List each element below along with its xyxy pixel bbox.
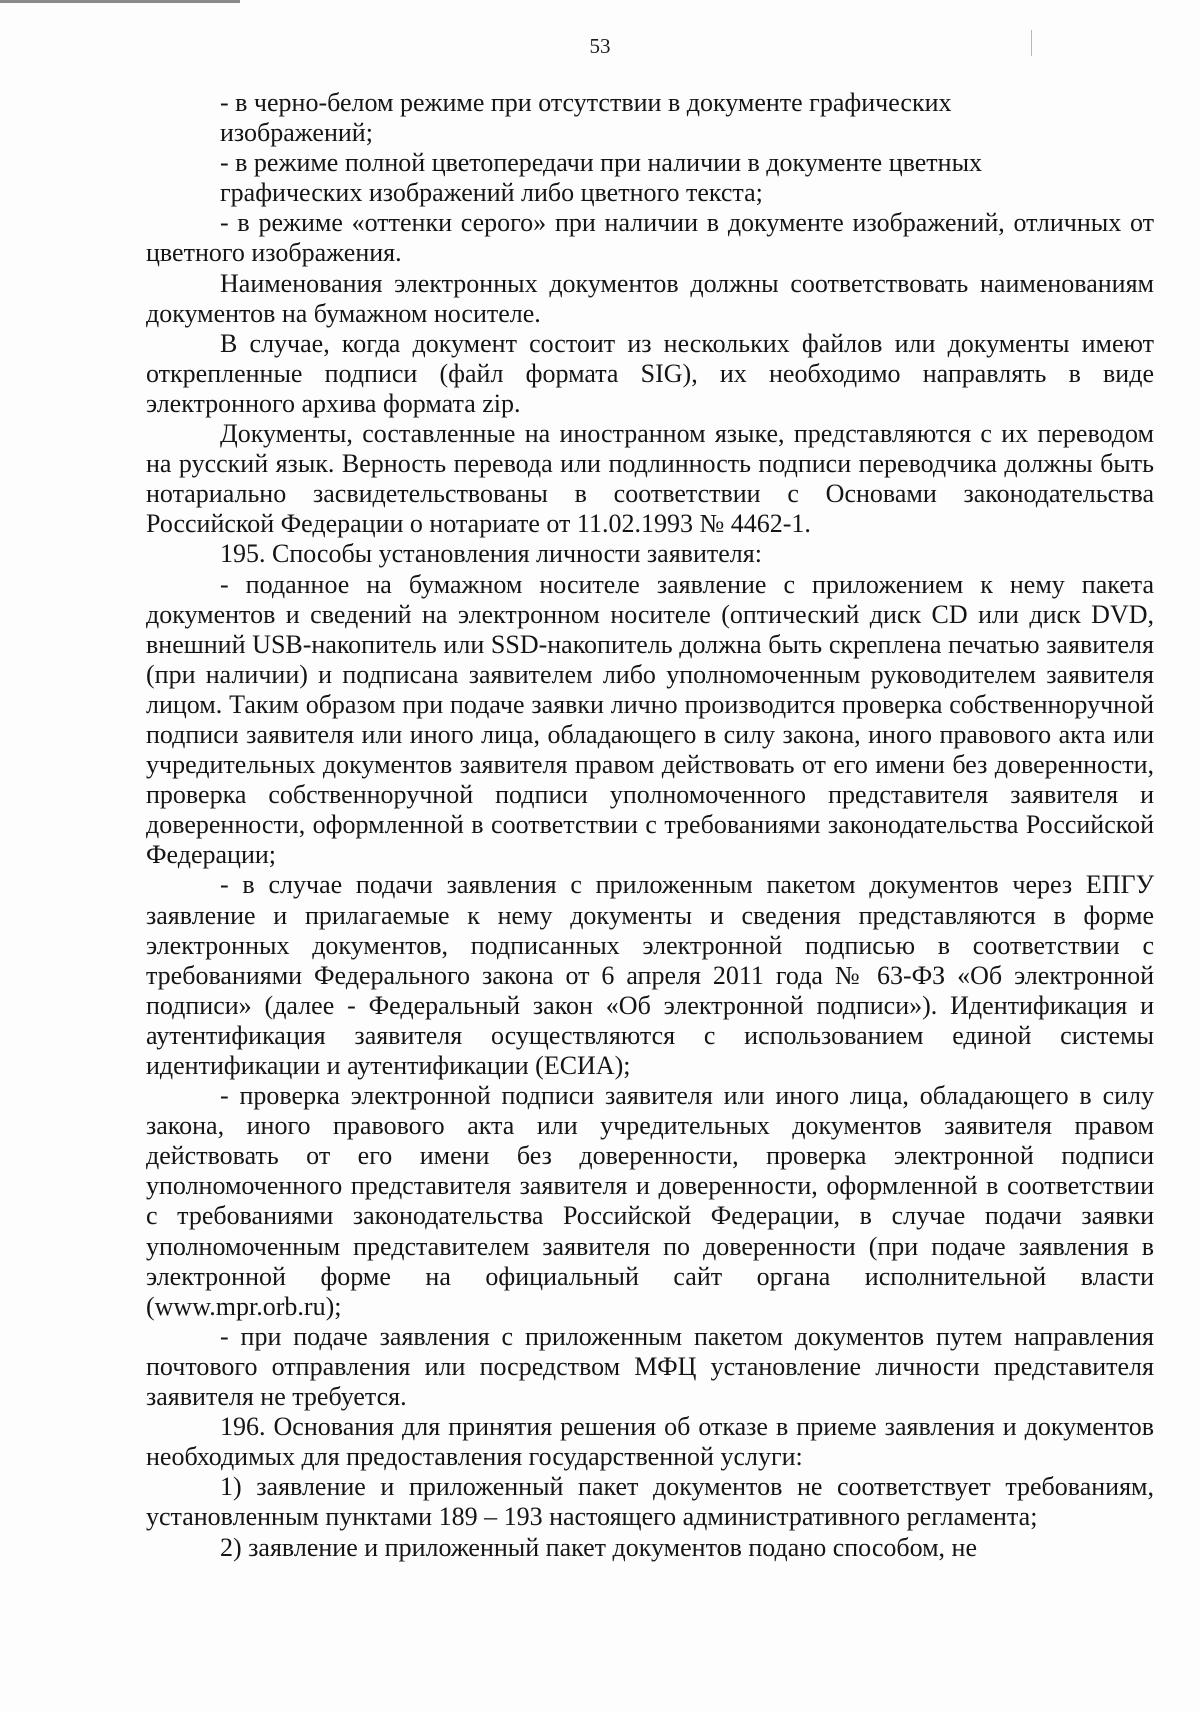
paragraph-paper-submission: - поданное на бумажном носителе заявление с приложением к нему пакета документов и сведений на электронном носителе (оптический диск CD или диск DVD, внешний USB-накопитель или SSD-накопитель должна быть скреплена печатью заявителя (при наличии) и подписана заявителем либо уполномоченным руководителем заявителя лицом. Таким образом при подаче заявки лично производится проверка собственноручной подписи заявителя или иного лица, обладающего в силу закона, иного правового акта или учредительных документов заявителя правом действовать от его имени без доверенности, проверка собственноручной подписи уполномоченного представителя заявителя и доверенности, оформленной в соответствии с требованиями законодательства Российской Федерации; [146, 569, 1154, 870]
paragraph-document-names: Наименования электронных документов должны соответствовать наименованиям документов на бумажном носителе. [146, 268, 1154, 328]
paragraph-bw-mode-cont: изображений; [220, 118, 373, 148]
paragraph-bw-mode: - в черно-белом режиме при отсутствии в документе графических [220, 88, 952, 117]
paragraph-196-heading: 196. Основания для принятия решения об отказе в приеме заявления и документов необходимых для предоставления государственной услуги: [146, 1412, 1154, 1472]
paragraph-signature-check: - проверка электронной подписи заявителя или иного лица, обладающего в силу закона, иного правового акта или учредительных документов заявителя правом действовать от его имени без доверенности, проверка электронной подписи уполномоченного представителя заявителя и доверенности, оформленной в соответствии с требованиями законодательства Российской Федерации, в случае подачи заявки уполномоченным представителем заявителя по доверенности (при подаче заявления в электронной форме на официальный сайт органа исполнительной власти (www.mpr.orb.ru); [146, 1081, 1154, 1321]
paragraph-195-heading: 195. Способы установления личности заявителя: [220, 539, 762, 569]
paragraph-item-1: 1) заявление и приложенный пакет документов не соответствует требованиям, установленным пунктами 189 – 193 настоящего административного регламента; [146, 1472, 1154, 1532]
paragraph-foreign-language: Документы, составленные на иностранном языке, представляются с их переводом на русский язык. Верность перевода или подлинность подписи переводчика должны быть нотариально засвидетельствованы в соответствии с Основами законодательства Российской Федерации о нотариате от 11.02.1993 № 4462-1. [146, 419, 1154, 539]
paragraph-color-mode: - в режиме полной цветопередачи при наличии в документе цветных [220, 148, 983, 178]
document-body [146, 88, 1154, 1563]
paragraph-item-2: 2) заявление и приложенный пакет документов подано способом, не [220, 1532, 978, 1562]
scan-edge-top [0, 0, 240, 3]
page-number: 53 [589, 34, 611, 58]
paragraph-postal-mfc: - при подаче заявления с приложенным пакетом документов путем направления почтового отправления или посредством МФЦ установление личности представителя заявителя не требуется. [146, 1321, 1154, 1412]
paragraph-color-mode-cont: графических изображений либо цветного текста; [220, 178, 763, 208]
paragraph-epgu-submission: - в случае подачи заявления с приложенным пакетом документов через ЕПГУ заявление и прилагаемые к нему документы и сведения представляются в форме электронных документов, подписанных электронной подписью в соответствии с требованиями Федерального закона от 6 апреля 2011 года № 63-ФЗ «Об электронной подписи» (далее - Федеральный закон «Об электронной подписи»). Идентификация и аутентификация заявителя осуществляются с использованием единой системы идентификации и аутентификации (ЕСИА); [146, 870, 1154, 1080]
paragraph-multiple-files: В случае, когда документ состоит из нескольких файлов или документы имеют открепленные подписи (файл формата SIG), их необходимо направлять в виде электронного архива формата zip. [146, 328, 1154, 418]
paragraph-grayscale-mode: - в режиме «оттенки серого» при наличии в документе изображений, отличных от цветного изображения. [146, 208, 1154, 268]
